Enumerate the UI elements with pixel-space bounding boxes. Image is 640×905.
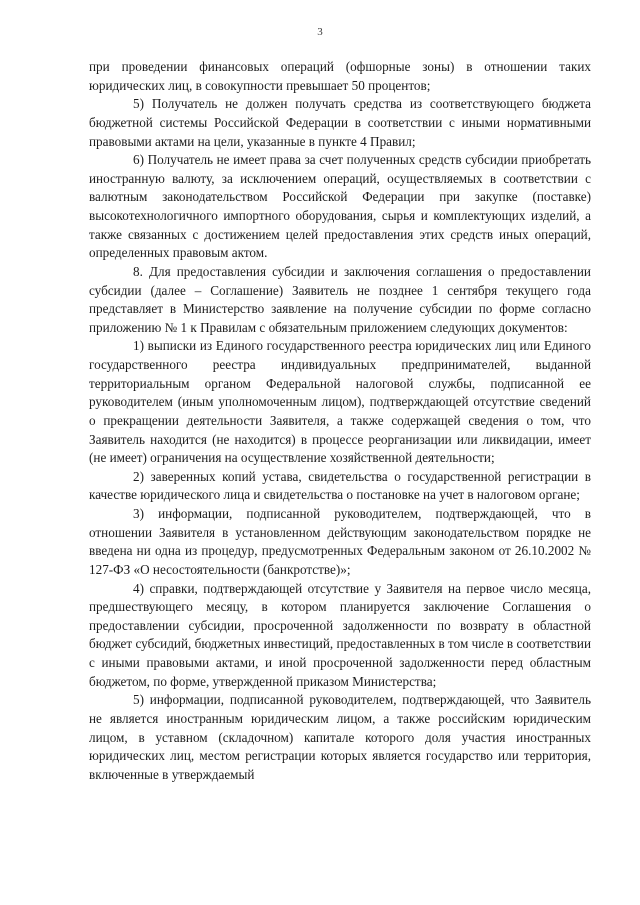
page-number: 3 bbox=[317, 26, 323, 38]
paragraph-doc-3-no-bankruptcy: 3) информации, подписанной руководителем, подтверждающей, что в отношении Заявителя в установленном действующим законодательством порядке не введена ни одна из процедур, предусмотренных Федеральным законом от 26.10.2002 № 127-ФЗ «О несостоятельности (банкротстве)»; bbox=[89, 506, 591, 577]
paragraph-doc-4-no-debt-certificate: 4) справки, подтверждающей отсутствие у Заявителя на первое число месяца, предшествующего месяцу, в котором планируется заключение Соглашения о предоставлении субсидии, просроченной задолженности по возврату в областной бюджет субсидий, бюджетных инвестиций, предоставленных в том числе в соответствии с иными правовыми актами, и иной просроченной задолженности перед областным бюджетом, по форме, утвержденной приказом Министерства; bbox=[89, 580, 591, 689]
paragraph-doc-5-not-foreign-entity: 5) информации, подписанной руководителем, подтверждающей, что Заявитель не является иностранным юридическим лицом, а также российским юридическим лицом, в уставном (складочном) капитале которого доля участия иностранных юридических лиц, местом регистрации которых является государство или территория, включенные в утверждаемый bbox=[89, 692, 591, 782]
paragraph-doc-2-charter-copies: 2) заверенных копий устава, свидетельства о государственной регистрации в качестве юридического лица и свидетельства о постановке на учет в налоговом органе; bbox=[89, 468, 591, 503]
paragraph-doc-1-registry-extract: 1) выписки из Единого государственного реестра юридических лиц или Единого государственного реестра индивидуальных предпринимателей, выданной территориальным органом Федеральной налоговой службы, подписанной ее руководителем (иным уполномоченным лицом), подтверждающей отсутствие сведений о прекращении деятельности Заявителя, а также содержащей сведения о том, что Заявитель находится (не находится) в процессе реорганизации или ликвидации, имеет (не имеет) ограничения на осуществление хозяйственной деятельности; bbox=[89, 338, 591, 466]
paragraph-item-6-currency-restriction: 6) Получатель не имеет права за счет полученных средств субсидии приобретать иностранную валюту, за исключением операций, осуществляемых в соответствии с валютным законодательством Российской Федерации при закупке (поставке) высокотехнологичного импортного оборудования, сырья и комплектующих изделий, а также связанных с достижением целей предоставления этих средств иных операций, определенных правовым актом. bbox=[89, 152, 591, 261]
paragraph-item-5-not-receive-funds: 5) Получатель не должен получать средства из соответствующего бюджета бюджетной системы Российской Федерации в соответствии с иными нормативными правовыми актами на цели, указанные в пункте 4 Правил; bbox=[89, 96, 591, 149]
paragraph-section-8-application: 8. Для предоставления субсидии и заключения соглашения о предоставлении субсидии (далее – Соглашение) Заявитель не позднее 1 сентября текущего года представляет в Министерство заявление на получение субсидии по форме согласно приложению № 1 к Правилам с обязательным приложением следующих документов: bbox=[89, 263, 591, 335]
paragraph-continuation: при проведении финансовых операций (офшорные зоны) в отношении таких юридических лиц, в совокупности превышает 50 процентов; bbox=[89, 59, 591, 93]
document-body bbox=[89, 58, 591, 784]
